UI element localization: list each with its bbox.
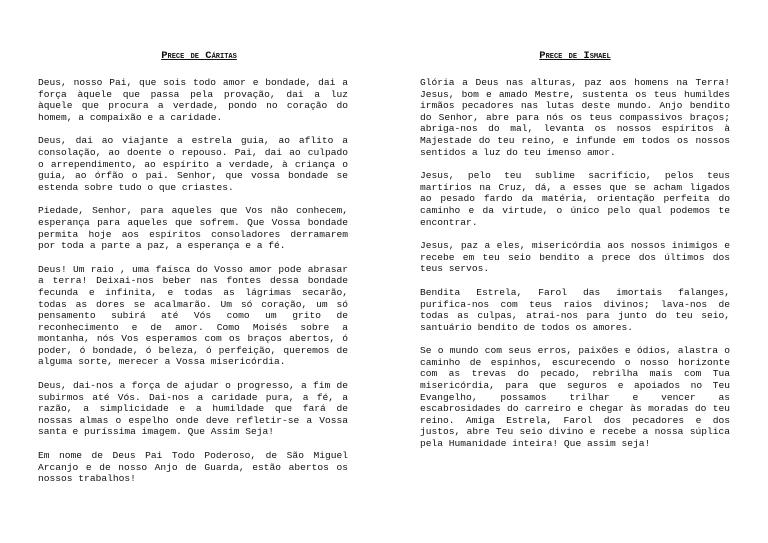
paragraph: Deus, dai-nos a força de ajudar o progresso, a fim de subirmos até Vós. Dai-nos a caridade pura, a fé, a razão, a simplicidade e a humildade que fará de nossas almas o espelho onde deve refletir-se a Vossa santa e puríssima imagem. Que Assim Seja!	[38, 380, 348, 438]
paragraph: Em nome de Deus Pai Todo Poderoso, de São Miguel Arcanjo e de nosso Anjo de Guarda, estão abertos os nossos trabalhos!	[38, 450, 348, 485]
right-column	[420, 50, 730, 462]
paragraph: Jesus, pelo teu sublime sacrifício, pelos teus martírios na Cruz, dá, a esses que se acham ligados ao pesado fardo da matéria, orientação perfeita do caminho e da virtude, o único pelo qual podemos te encontrar.	[420, 170, 730, 228]
paragraph: Piedade, Senhor, para aqueles que Vos não conhecem, esperança para aqueles que sofrem. Que Vossa bondade permita hoje aos espíritos consoladores derramarem por toda a parte a paz, a esperança e a fé.	[38, 205, 348, 252]
prayer-title-ismael: Prece de Ismael	[539, 50, 611, 62]
paragraph: Bendita Estrela, Farol das imortais falanges, purifica-nos com teus raios divinos; lava-nos de todas as culpas, atrai-nos para junto do teu seio, santuário bendito de todos os amores.	[420, 286, 730, 333]
prayer-title-caritas: Prece de Cáritas	[161, 50, 237, 62]
paragraph: Jesus, paz a eles, misericórdia aos nossos inimigos e recebe em teu seio bendito a prece dos últimos dos teus servos.	[420, 240, 730, 275]
paragraph: Deus! Um raio , uma faísca do Vosso amor pode abrasar a terra! Deixai-nos beber nas fontes dessa bondade fecunda e infinita, e todas as lágrimas secarão, todas as dores se acalmarão. Um só coração, um só pensamento subirá até Vós como um grito de reconhecimento e de amor. Como Moisés sobre a montanha, nós Vos esperamos com os braços abertos, ó poder, ó bondade, ó beleza, ó perfeição, queremos de alguma sorte, merecer a Vossa misericórdia.	[38, 263, 348, 368]
paragraph: Deus, nosso Pai, que sois todo amor e bondade, dai a força àquele que passa pela provação, dai a luz àquele que procura a verdade, pondo no coração do homem, a compaixão e a caridade.	[38, 77, 348, 123]
paragraph: Deus, dai ao viajante a estrela guia, ao aflito a consolação, ao doente o repouso. Pai, dai ao culpado o arrependimento, ao espírito a verdade, à criança o guia, ao órfão o pai. Senhor, que vossa bondade se estenda sobre tudo o que criastes.	[38, 135, 348, 193]
left-column	[38, 50, 348, 497]
paragraph: Se o mundo com seus erros, paixões e ódios, alastra o caminho de espinhos, escurecendo o nosso horizonte com as trevas do pecado, rebrilha mais com Tua misericórdia, para que seguros e apoiados no Teu Evangelho, possamos trilhar e vencer as escabrosidades do carreiro e chegar às moradas do teu reino. Amiga Estrela, Farol dos pecadores e dos justos, abre Teu seio divino e recebe a nossa súplica pela Humanidade inteira! Que assim seja!	[420, 345, 730, 450]
paragraph: Glória a Deus nas alturas, paz aos homens na Terra! Jesus, bom e amado Mestre, sustenta os teus humildes irmãos pecadores nas lutas deste mundo. Anjo bendito do Senhor, abre para nós os teus compassivos braços; abriga-nos do mal, levanta os nossos espíritos à Majestade do teu reino, e infunde em todos os nossos sentidos a luz do teu imenso amor.	[420, 77, 730, 158]
